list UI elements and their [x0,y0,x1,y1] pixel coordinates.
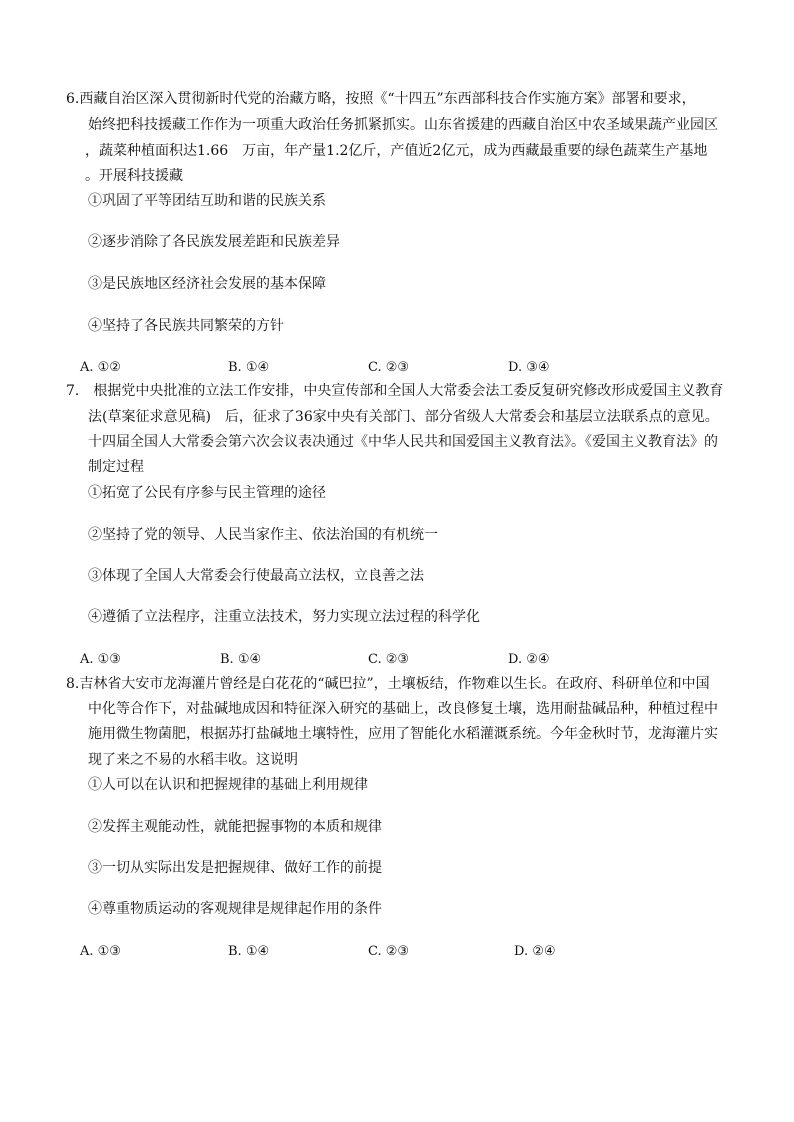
q6-stem-line-2: 始终把科技援藏工作作为一项重大政治任务抓紧抓实。山东省援建的西藏自治区中农圣域果蔬产业园区 [88,117,718,133]
q7-option-a[interactable]: A. ①③ [80,652,121,667]
q8-item-4: ④尊重物质运动的客观规律是规律起作用的条件 [88,901,382,917]
q6-option-a[interactable]: A. ①② [80,360,121,375]
q8-stem-line-4: 现了来之不易的水稻丰收。这说明 [88,752,298,768]
q7-stem-line-1: 7. 根据党中央批准的立法工作安排，中央宣传部和全国人大常委会法工委反复研究修改形成爱国主义教育 [66,383,724,399]
q6-item-1: ①巩固了平等团结互助和谐的民族关系 [88,193,326,209]
q6-stem-line-4: 。开展科技援藏 [85,168,183,184]
q8-stem-line-1: 8.吉林省大安市龙海灌片曾经是白花花的“碱巴拉”，土壤板结，作物难以生长。在政府、科研单位和中国 [66,676,710,692]
q6-option-d[interactable]: D. ③④ [508,360,550,375]
q8-item-3: ③一切从实际出发是把握规律、做好工作的前提 [88,860,382,876]
q7-item-4: ④遵循了立法程序，注重立法技术，努力实现立法过程的科学化 [88,609,480,625]
q8-stem-line-2: 中化等合作下，对盐碱地成因和特征深入研究的基础上，改良修复土壤，选用耐盐碱品种，种植过程中 [88,701,718,717]
q7-option-c[interactable]: C. ②③ [368,652,410,667]
q8-item-2: ②发挥主观能动性，就能把握事物的本质和规律 [88,819,382,835]
q7-item-3: ③体现了全国人大常委会行使最高立法权，立良善之法 [88,568,424,584]
q7-stem-line-4: 制定过程 [88,459,144,475]
q6-item-2: ②逐步消除了各民族发展差距和民族差异 [88,234,340,250]
q8-option-c[interactable]: C. ②③ [368,944,410,959]
q7-option-d[interactable]: D. ②④ [508,652,550,667]
q8-option-b[interactable]: B. ①④ [228,944,270,959]
q7-stem-line-3: 十四届全国人大常委会第六次会议表决通过《中华人民共和国爱国主义教育法》。《爱国主义教育法》的 [88,434,718,450]
q7-option-b[interactable]: B. ①④ [220,652,262,667]
q8-option-d[interactable]: D. ②④ [514,944,556,959]
q6-option-b[interactable]: B. ①④ [228,360,270,375]
q8-option-a[interactable]: A. ①③ [80,944,121,959]
q6-option-c[interactable]: C. ②③ [368,360,410,375]
q8-item-1: ①人可以在认识和把握规律的基础上利用规律 [88,777,368,793]
q6-item-4: ④坚持了各民族共同繁荣的方针 [88,318,284,334]
q7-item-1: ①拓宽了公民有序参与民主管理的途径 [88,485,326,501]
q6-stem-line-1: 6.西藏自治区深入贯彻新时代党的治藏方略，按照《“十四五”东西部科技合作实施方案》部署和要求， [66,91,696,107]
q7-stem-line-2: 法(草案征求意见稿) 后，征求了36家中央有关部门、部分省级人大常委会和基层立法联系点的意见。 [88,409,719,425]
q8-stem-line-3: 施用微生物菌肥，根据苏打盐碱地土壤特性，应用了智能化水稻灌溉系统。今年金秋时节，龙海灌片实 [88,726,718,742]
q6-stem-line-3: ，蔬菜种植面积达1.66 万亩，年产量1.2亿斤，产值近2亿元，成为西藏最重要的绿色蔬菜生产基地 [85,143,708,159]
q6-item-3: ③是民族地区经济社会发展的基本保障 [88,276,326,292]
q7-item-2: ②坚持了党的领导、人民当家作主、依法治国的有机统一 [88,527,438,543]
